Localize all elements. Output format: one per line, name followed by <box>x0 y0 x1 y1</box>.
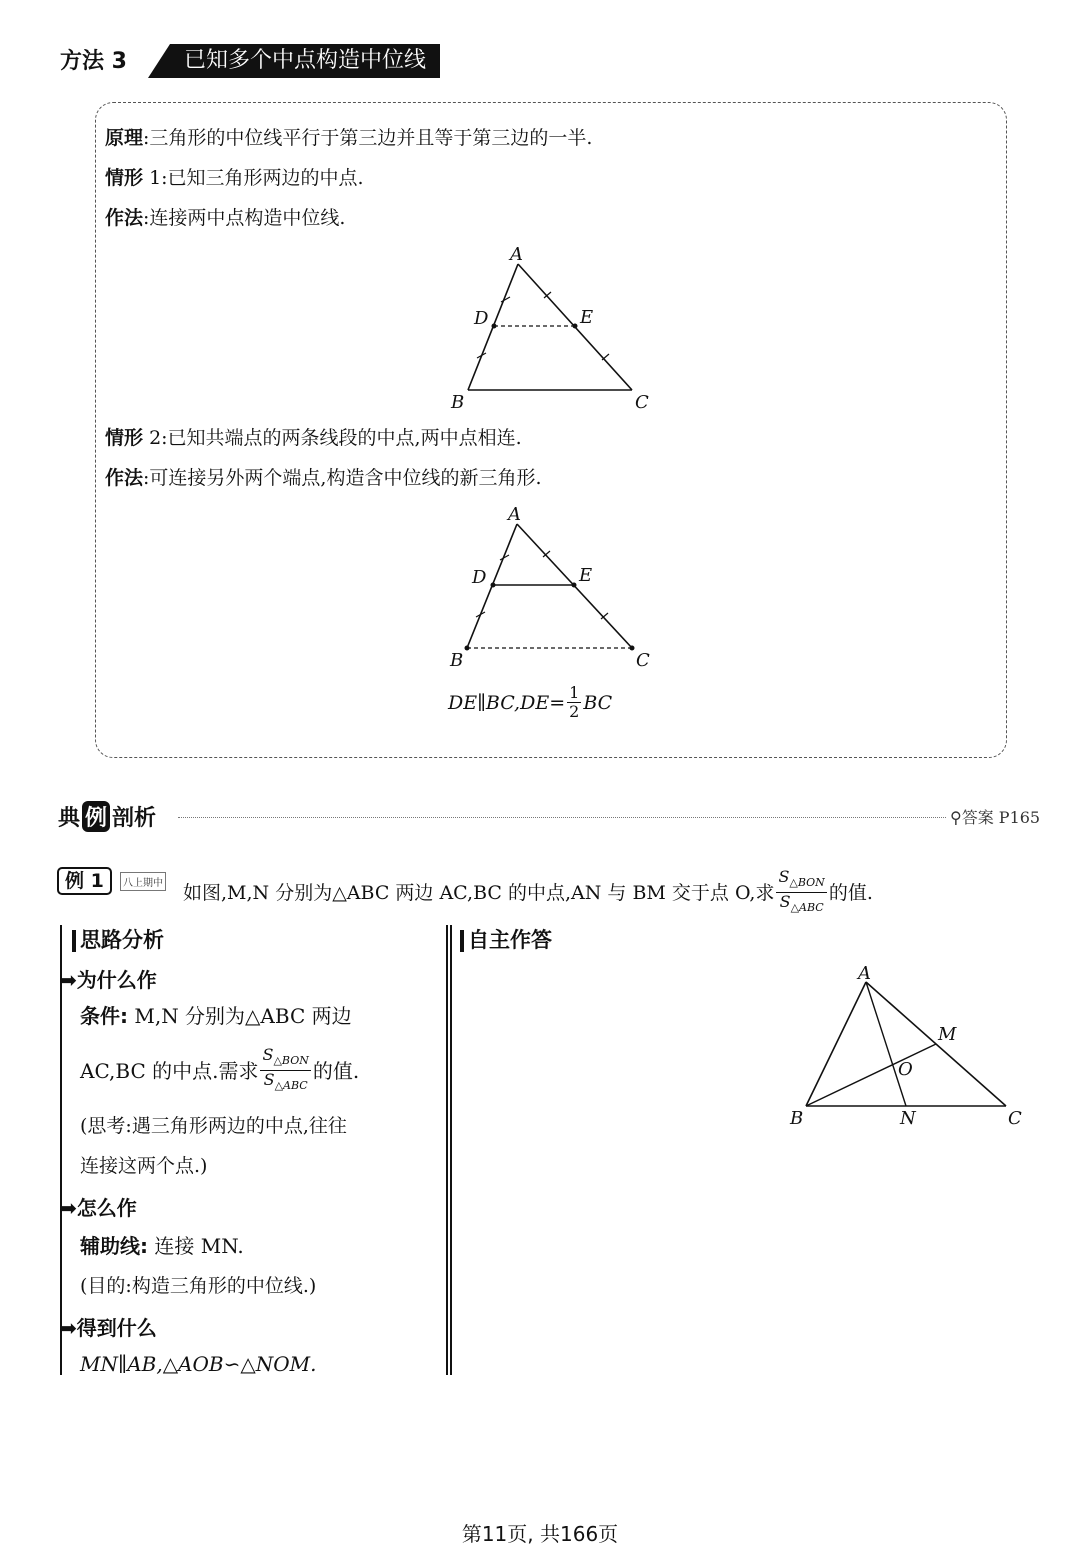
example-badge: 例 1 <box>57 867 112 895</box>
case1-method-text: 连接两中点构造中位线. <box>149 207 346 229</box>
label-N-3: N <box>900 1108 916 1129</box>
label-A-2: A <box>508 504 521 525</box>
arrow-right-icon: ➡ <box>60 968 77 992</box>
midline-formula <box>448 684 612 721</box>
aux-line: 辅助线: 连接 MN. <box>80 1234 244 1258</box>
triangle-diagram-1 <box>440 240 670 420</box>
label-C-2: C <box>636 650 650 671</box>
arrow-right-icon: ➡ <box>60 1196 77 1220</box>
column-divider-2 <box>450 925 452 1375</box>
self-answer-title: 自主作答 <box>460 924 552 954</box>
section-title-badge: 例 <box>82 801 110 832</box>
label-B-2: B <box>450 650 464 671</box>
label-B-3: B <box>790 1108 804 1129</box>
key-icon: ⚲ <box>950 808 962 827</box>
example-text-2: 的值. <box>828 881 873 904</box>
case1-method-line: 作法:连接两中点构造中位线. <box>105 207 346 229</box>
triangle-diagram-3 <box>780 960 1040 1140</box>
label-C-3: C <box>1008 1108 1022 1129</box>
label-O-3: O <box>898 1059 913 1080</box>
think-line-2: 连接这两个点.) <box>80 1155 208 1177</box>
label-M-3: M <box>938 1024 957 1045</box>
condition-line-1: 条件: M,N 分别为△ABC 两边 <box>80 1004 352 1028</box>
column-divider-1 <box>446 925 448 1375</box>
section-title-pre: 典 <box>58 806 81 831</box>
principle-line: 原理:三角形的中位线平行于第三边并且等于第三边的一半. <box>105 127 593 149</box>
label-A-3: A <box>858 963 871 984</box>
condition-line-2: AC,BC 的中点.需求 $\frac{S_{\triangle BON}}{S_{\triangle ABC}}$ 的值. <box>80 1046 359 1095</box>
analysis-title: 思路分析 <box>72 924 164 954</box>
section-title-post: 剖析 <box>112 806 157 831</box>
label-D-2: D <box>472 567 487 588</box>
how-heading: ➡怎么作 <box>60 1196 137 1220</box>
formula-right: BC <box>583 691 613 714</box>
page-footer: 第11页, 共166页 <box>461 1522 619 1546</box>
label-A: A <box>510 244 523 265</box>
label-C: C <box>635 392 649 413</box>
example-tag: 八上期中 <box>120 872 166 891</box>
method-title: 已知多个中点构造中位线 <box>170 44 440 78</box>
example-text-1: 如图,M,N 分别为△ABC 两边 AC,BC 的中点,AN 与 BM 交于点 O,求 <box>183 881 775 904</box>
dotted-rule <box>178 817 946 818</box>
why-heading: ➡为什么作 <box>60 968 157 992</box>
analysis-fraction: $\frac{S_{\triangle BON}}{S_{\triangle ABC}}$ <box>262 1045 309 1093</box>
formula-num: 1 <box>569 683 580 702</box>
case2-method-label: 作法 <box>105 467 144 489</box>
formula-left: DE∥BC,DE= <box>448 691 566 714</box>
label-B: B <box>451 392 465 413</box>
case2-line <box>105 426 522 450</box>
case1-line <box>105 166 364 190</box>
label-E: E <box>580 307 594 328</box>
case2-method-text: 可连接另外两个端点,构造含中位线的新三角形. <box>149 467 542 489</box>
think-line-1: (思考:遇三角形两边的中点,往往 <box>80 1115 347 1137</box>
title-slant-decoration <box>148 44 170 78</box>
arrow-right-icon: ➡ <box>60 1316 77 1340</box>
case1-label: 情形 <box>105 167 144 189</box>
formula-fraction <box>567 684 581 721</box>
label-D: D <box>474 308 489 329</box>
get-line: MN∥AB,△AOB∽△NOM. <box>80 1352 317 1376</box>
formula-den: 2 <box>569 702 580 721</box>
case2-text: 2:已知共端点的两条线段的中点,两中点相连. <box>149 427 522 449</box>
method-label: 方法 3 <box>60 49 127 74</box>
case2-label: 情形 <box>105 427 144 449</box>
answer-reference: ⚲答案 P165 <box>950 808 1041 827</box>
principle-text: 三角形的中位线平行于第三边并且等于第三边的一半. <box>149 127 593 149</box>
case2-method-line: 作法:可连接另外两个端点,构造含中位线的新三角形. <box>105 467 542 489</box>
label-E-2: E <box>579 565 593 586</box>
triangle-diagram-2 <box>440 500 670 680</box>
case1-text: 1:已知三角形两边的中点. <box>149 167 364 189</box>
get-heading: ➡得到什么 <box>60 1316 157 1340</box>
principle-label: 原理 <box>105 127 144 149</box>
example-fraction: $\frac{S_{\triangle BON}}{S_{\triangle ABC}}$ <box>778 867 825 915</box>
example-text <box>183 868 873 917</box>
purpose-line: (目的:构造三角形的中位线.) <box>80 1275 317 1297</box>
section-title <box>58 801 156 832</box>
case1-method-label: 作法 <box>105 207 144 229</box>
